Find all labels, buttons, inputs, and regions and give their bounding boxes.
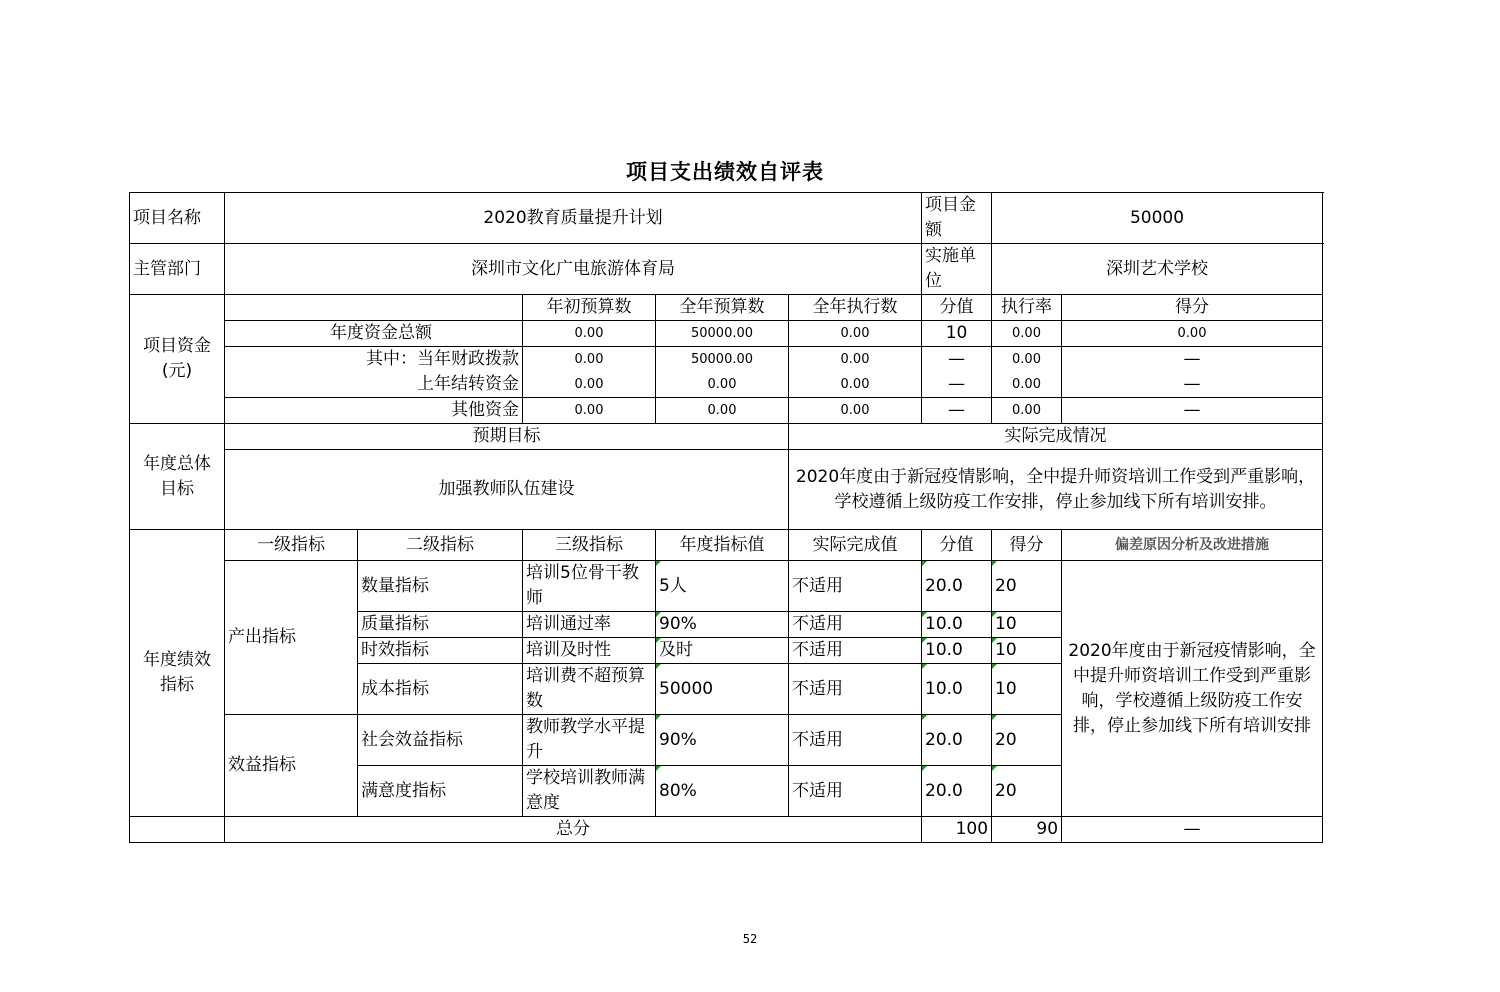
indicator-level2: 社会效益指标: [358, 715, 523, 766]
indicator-deviation-note: 2020年度由于新冠疫情影响，全中提升师资培训工作受到严重影响，学校遵循上级防疫工作安排，停止参加线下所有培训安排: [1062, 561, 1323, 817]
indicator-level2: 质量指标: [358, 612, 523, 638]
funds-row-score: —: [922, 398, 992, 424]
indicators-label-line1: 年度绩效: [143, 650, 211, 670]
project-name-value: 2020教育质量提升计划: [225, 193, 922, 244]
funds-section-label: [130, 295, 225, 424]
indicator-actual: 不适用: [789, 766, 922, 817]
indicator-target: 80%: [656, 766, 789, 817]
funds-row-init: 0.00: [523, 398, 656, 424]
total-score: 100: [922, 817, 992, 843]
page-title: 项目支出绩效自评表: [626, 160, 824, 184]
indicators-header-actual: 实际完成值: [789, 530, 922, 561]
funds-header-score: 分值: [922, 295, 992, 321]
dept-info-row: [130, 244, 1323, 295]
indicators-header-level3: 三级指标: [523, 530, 656, 561]
indicator-target: 90%: [656, 715, 789, 766]
funds-row-init: 0.00: [523, 372, 656, 398]
funds-row-exec: 0.00: [789, 347, 922, 373]
indicator-points: 10: [992, 612, 1062, 638]
indicator-points: 20: [992, 561, 1062, 612]
indicator-level3: 培训5位骨干教师: [523, 561, 656, 612]
indicator-score: 20.0: [922, 766, 992, 817]
funds-row-score: 10: [922, 321, 992, 347]
indicators-header-points: 得分: [992, 530, 1062, 561]
funds-row-points: 0.00: [1062, 321, 1323, 347]
goal-expected-text: 加强教师队伍建设: [225, 450, 789, 530]
indicator-score: 10.0: [922, 664, 992, 715]
funds-header-row: [130, 295, 1323, 321]
total-note: —: [1062, 817, 1323, 843]
indicator-level1-benefit: 效益指标: [225, 715, 358, 817]
indicator-actual: 不适用: [789, 715, 922, 766]
indicator-actual: 不适用: [789, 638, 922, 664]
funds-row-carryover: [130, 372, 1323, 398]
funds-row-current: [130, 347, 1323, 373]
indicators-header-deviation: 偏差原因分析及改进措施: [1062, 530, 1323, 561]
project-amount-value: 50000: [992, 193, 1323, 244]
funds-row-points: —: [1062, 398, 1323, 424]
indicator-target: 及时: [656, 638, 789, 664]
funds-header-blank: [225, 295, 523, 321]
project-amount-label: 项目金额: [922, 193, 992, 244]
unit-value: 深圳艺术学校: [992, 244, 1323, 295]
indicators-header-level2: 二级指标: [358, 530, 523, 561]
goal-label-line2: 目标: [160, 478, 194, 499]
funds-header-exec: 全年执行数: [789, 295, 922, 321]
indicators-header-level1: 一级指标: [225, 530, 358, 561]
goal-actual-text: 2020年度由于新冠疫情影响，全中提升师资培训工作受到严重影响，学校遵循上级防疫工作安排，停止参加线下所有培训安排。: [789, 450, 1323, 530]
funds-row-exec: 0.00: [789, 372, 922, 398]
indicator-level1-output: 产出指标: [225, 561, 358, 715]
indicator-level3: 培训及时性: [523, 638, 656, 664]
indicator-score: 20.0: [922, 561, 992, 612]
funds-row-full: 50000.00: [656, 321, 789, 347]
indicator-level3: 培训费不超预算数: [523, 664, 656, 715]
unit-label: 实施单位: [922, 244, 992, 295]
indicator-level3: 学校培训教师满意度: [523, 766, 656, 817]
funds-row-points: —: [1062, 372, 1323, 398]
goal-label-line1: 年度总体: [143, 453, 211, 474]
indicator-points: 10: [992, 638, 1062, 664]
goal-content-row: [130, 450, 1323, 530]
funds-row-full: 50000.00: [656, 347, 789, 373]
dept-value: 深圳市文化广电旅游体育局: [225, 244, 922, 295]
indicator-row: [130, 561, 1323, 612]
goal-header-row: [130, 424, 1323, 450]
funds-row-rate: 0.00: [992, 347, 1062, 373]
indicator-level3: 培训通过率: [523, 612, 656, 638]
goal-section-label: [130, 424, 225, 530]
indicator-level2: 成本指标: [358, 664, 523, 715]
funds-row-exec: 0.00: [789, 321, 922, 347]
indicator-target: 90%: [656, 612, 789, 638]
funds-label-line2: (元): [161, 361, 193, 381]
funds-header-init: 年初预算数: [523, 295, 656, 321]
indicator-score: 10.0: [922, 612, 992, 638]
indicator-score: 10.0: [922, 638, 992, 664]
funds-row-full: 0.00: [656, 398, 789, 424]
funds-row-exec: 0.00: [789, 398, 922, 424]
indicator-actual: 不适用: [789, 664, 922, 715]
indicator-target: 50000: [656, 664, 789, 715]
funds-row-rate: 0.00: [992, 372, 1062, 398]
indicators-header-row: [130, 530, 1323, 561]
indicators-section-label: [130, 530, 225, 817]
project-info-row: [130, 193, 1323, 244]
funds-row-score: —: [922, 347, 992, 373]
project-name-label: 项目名称: [130, 193, 225, 244]
performance-evaluation-table: [129, 192, 1323, 843]
funds-row-init: 0.00: [523, 321, 656, 347]
total-label: 总分: [225, 817, 922, 843]
funds-header-points: 得分: [1062, 295, 1323, 321]
indicators-header-target: 年度指标值: [656, 530, 789, 561]
indicator-level3: 教师教学水平提升: [523, 715, 656, 766]
total-points: 90: [992, 817, 1062, 843]
page-number: 52: [742, 932, 758, 946]
indicator-score: 20.0: [922, 715, 992, 766]
funds-header-rate: 执行率: [992, 295, 1062, 321]
funds-row-init: 0.00: [523, 347, 656, 373]
indicator-actual: 不适用: [789, 612, 922, 638]
funds-row-label: 其中：当年财政拨款: [225, 347, 523, 373]
funds-row-other: [130, 398, 1323, 424]
funds-row-full: 0.00: [656, 372, 789, 398]
indicator-target: 5人: [656, 561, 789, 612]
funds-label-line1: 项目资金: [143, 336, 211, 356]
total-row: [130, 817, 1323, 843]
indicators-header-score: 分值: [922, 530, 992, 561]
goal-expected-header: 预期目标: [225, 424, 789, 450]
indicator-level2: 时效指标: [358, 638, 523, 664]
indicator-points: 20: [992, 715, 1062, 766]
indicator-points: 20: [992, 766, 1062, 817]
indicator-actual: 不适用: [789, 561, 922, 612]
funds-row-total: [130, 321, 1323, 347]
goal-actual-header: 实际完成情况: [789, 424, 1323, 450]
dept-label: 主管部门: [130, 244, 225, 295]
indicator-level2: 满意度指标: [358, 766, 523, 817]
indicator-points: 10: [992, 664, 1062, 715]
funds-row-points: —: [1062, 347, 1323, 373]
funds-row-label: 其他资金: [225, 398, 523, 424]
indicator-level2: 数量指标: [358, 561, 523, 612]
funds-row-score: —: [922, 372, 992, 398]
funds-row-label: 年度资金总额: [225, 321, 523, 347]
funds-row-rate: 0.00: [992, 321, 1062, 347]
funds-row-rate: 0.00: [992, 398, 1062, 424]
funds-header-full: 全年预算数: [656, 295, 789, 321]
total-blank: [130, 817, 225, 843]
indicators-label-line2: 指标: [160, 675, 194, 695]
funds-row-label: 上年结转资金: [225, 372, 523, 398]
